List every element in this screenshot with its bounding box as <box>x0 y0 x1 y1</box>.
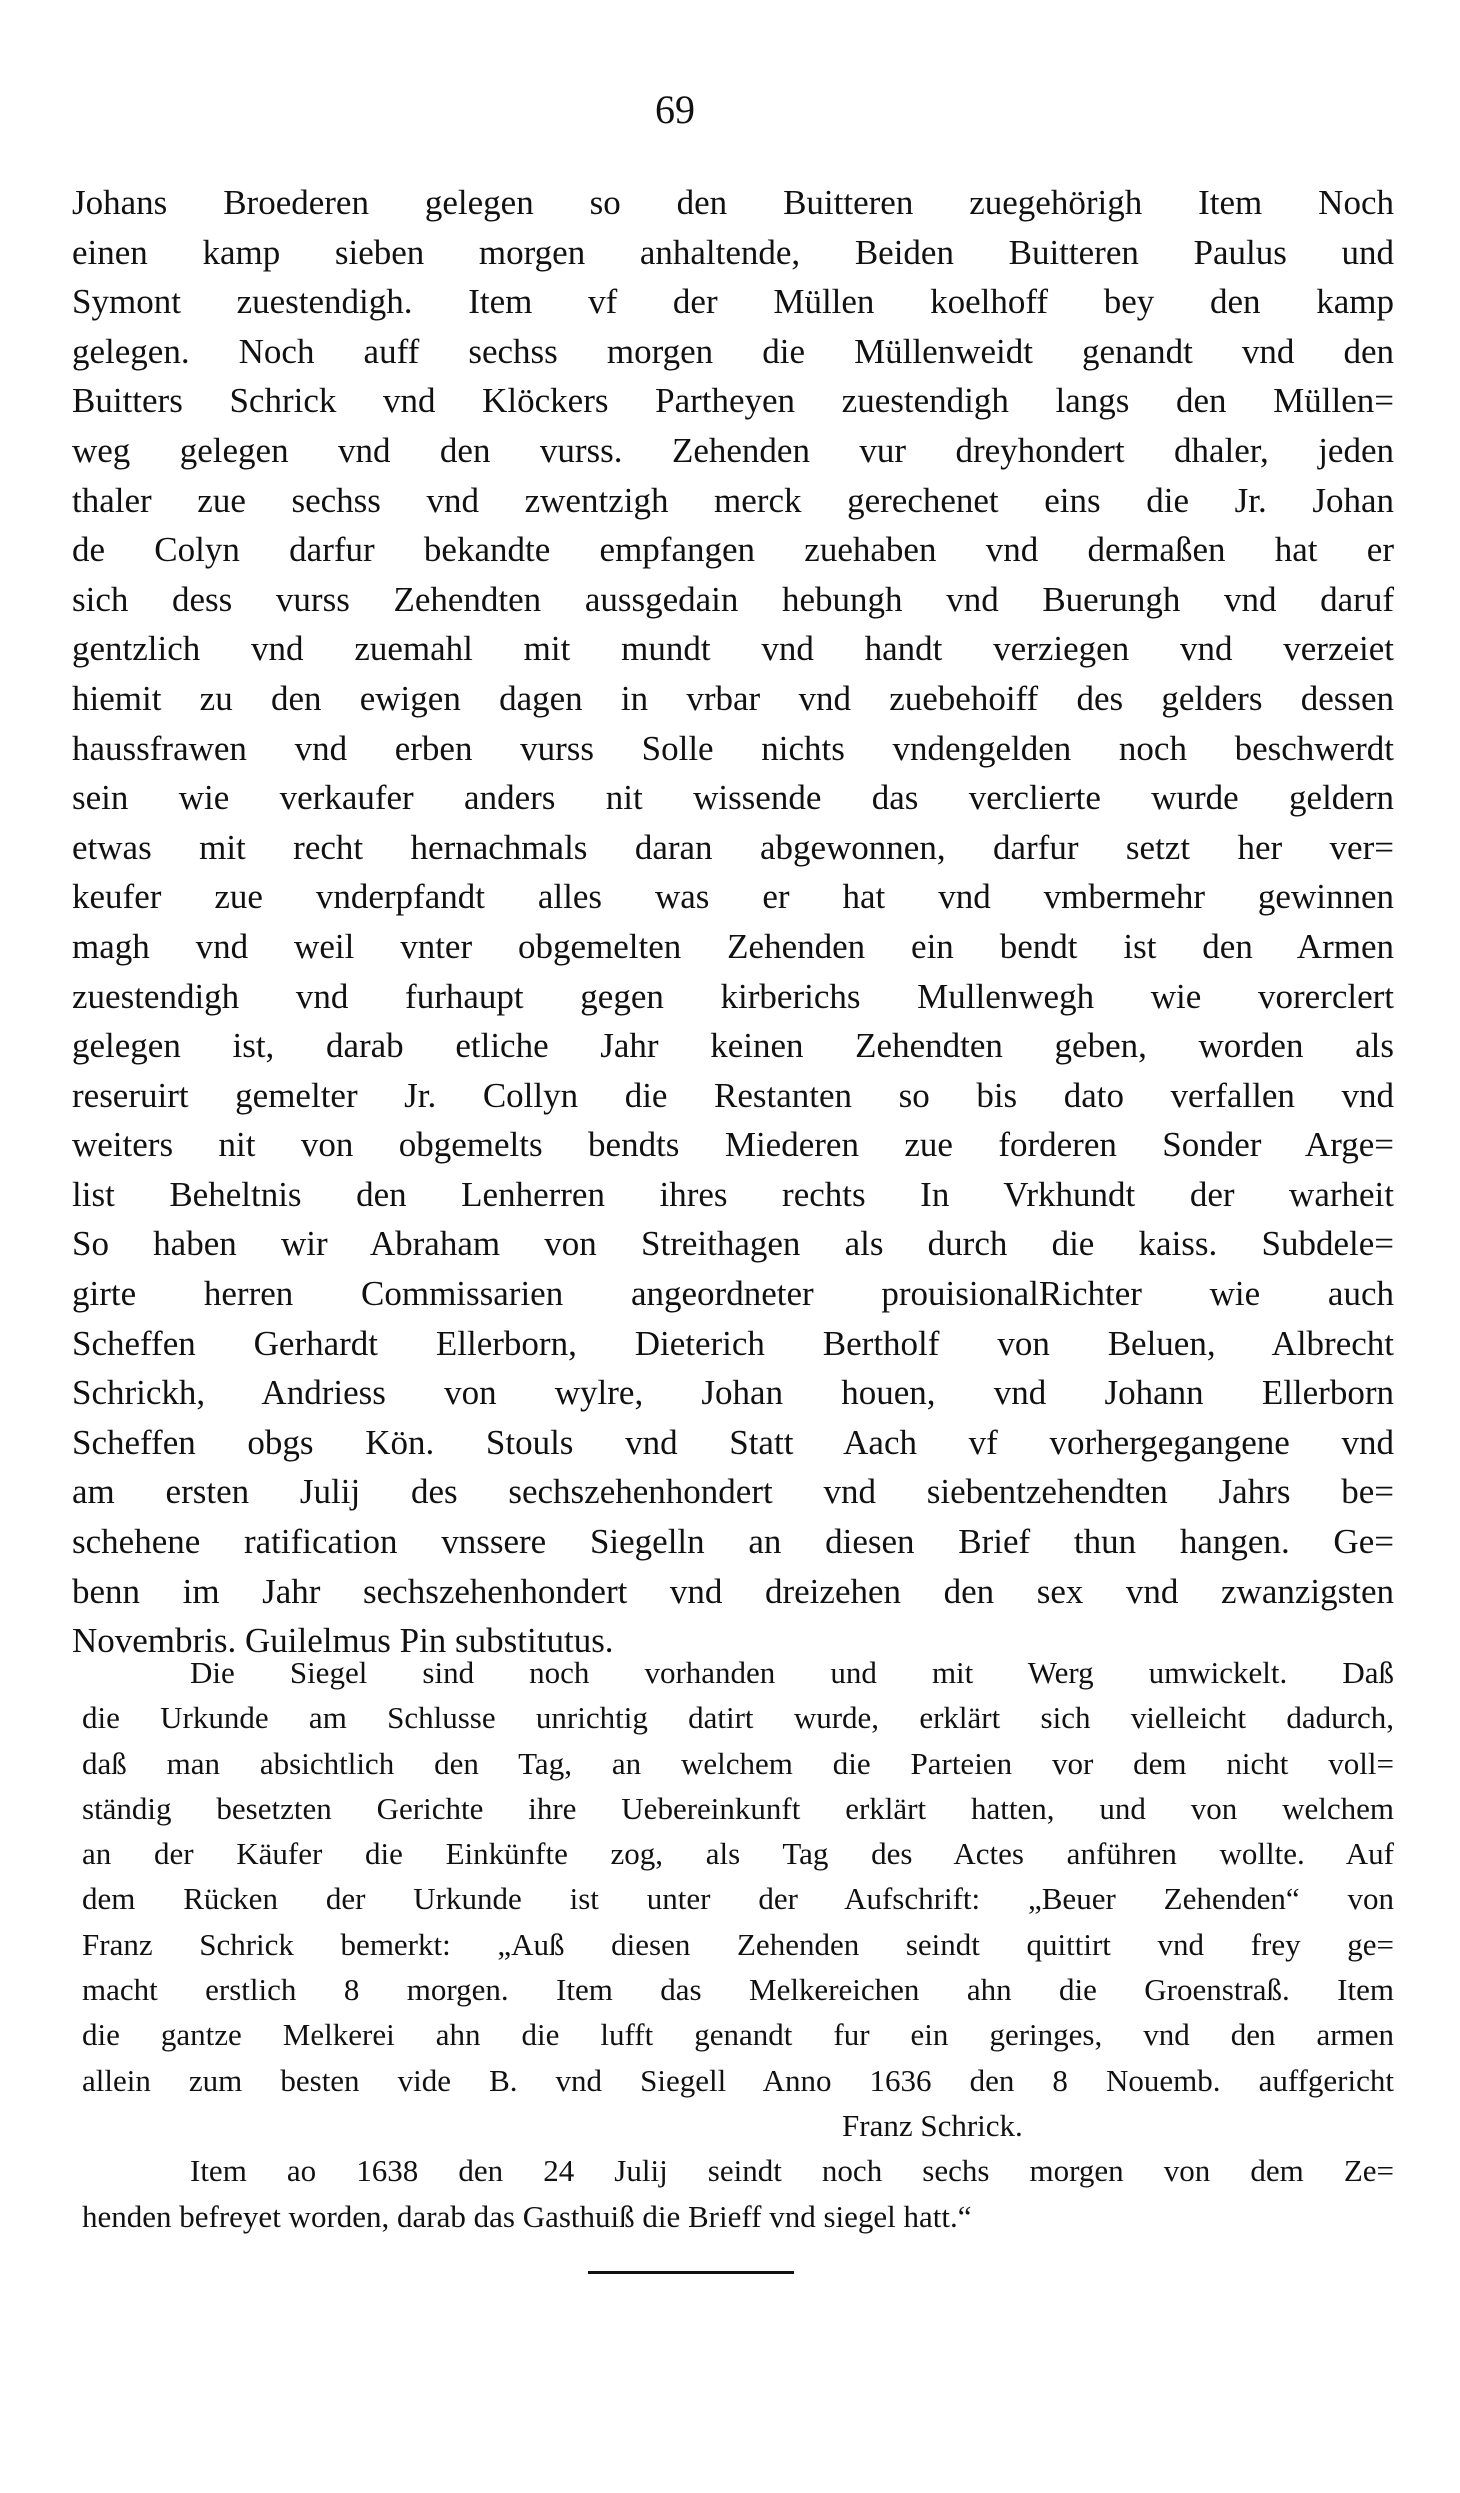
text-line: Symont zuestendigh. Item vf der Müllen koelhoff bey den kamp <box>72 282 1394 322</box>
text-line: Franz Schrick. <box>842 2107 1023 2143</box>
text-line: keufer zue vnderpfandt alles was er hat vnd vmbermehr gewinnen <box>72 877 1394 917</box>
text-line: dem Rücken der Urkunde ist unter der Aufschrift: „Beuer Zehenden“ von <box>82 1881 1394 1917</box>
text-line: allein zum besten vide B. vnd Siegell Anno 1636 den 8 Nouemb. auffgericht <box>82 2062 1394 2098</box>
editorial-note <box>82 1650 1394 2239</box>
text-line: magh vnd weil vnter obgemelten Zehenden ein bendt ist den Armen <box>72 926 1394 966</box>
page-number: 69 <box>655 87 695 132</box>
text-line: zuestendigh vnd furhaupt gegen kirberichs Mullenwegh wie vorerclert <box>72 976 1394 1016</box>
text-line: an der Käufer die Einkünfte zog, als Tag des Actes anführen wollte. Auf <box>82 1836 1394 1872</box>
text-line: Item ao 1638 den 24 Julij seindt noch sechs morgen von dem Ze= <box>190 2153 1394 2189</box>
text-line: de Colyn darfur bekandte empfangen zuehaben vnd dermaßen hat er <box>72 530 1394 570</box>
text-line: sein wie verkaufer anders nit wissende das vercliertе wurde geldern <box>72 778 1394 818</box>
text-line: haussfrawen vnd erben vurss Solle nichts vndengelden noch beschwerdt <box>72 728 1394 768</box>
text-line: am ersten Julij des sechszehenhondert vnd siebentzehendten Jahrs be= <box>72 1472 1394 1512</box>
text-line: reseruirt gemelter Jr. Collyn die Restanten so bis dato verfallen vnd <box>72 1075 1394 1115</box>
text-line: sich dess vurss Zehendten aussgedain hebungh vnd Buerungh vnd daruf <box>72 579 1394 619</box>
text-line: weg gelegen vnd den vurss. Zehenden vur dreyhondert dhaler, jeden <box>72 430 1394 470</box>
text-line: macht erstlich 8 morgen. Item das Melkereichen ahn die Groenstraß. Item <box>82 1972 1394 2008</box>
text-line: ständig besetzten Gerichte ihre Uebereinkunft erklärt hatten, und von welchem <box>82 1790 1394 1826</box>
text-line: Buitters Schrick vnd Klöckers Partheyen zuestendigh langs den Müllen= <box>72 381 1394 421</box>
text-line: die Urkunde am Schlusse unrichtig datirt wurde, erklärt sich vielleicht dadurch, <box>82 1700 1394 1736</box>
text-line: So haben wir Abraham von Streithagen als durch die kaiss. Subdele= <box>72 1224 1394 1264</box>
text-line: einen kamp sieben morgen anhaltende, Beiden Buitteren Paulus und <box>72 232 1394 272</box>
text-line: Die Siegel sind noch vorhanden und mit Werg umwickelt. Daß <box>190 1655 1394 1690</box>
text-line: Scheffen obgs Kön. Stouls vnd Statt Aach vf vorhergegangene vnd <box>72 1422 1394 1462</box>
text-line: schehene ratification vnssere Siegelln an diesen Brief thun hangen. Ge= <box>72 1522 1394 1562</box>
text-line: Franz Schrick bemerkt: „Auß diesen Zehenden seindt quittirt vnd frey ge= <box>82 1926 1394 1962</box>
text-line: gentzlich vnd zuemahl mit mundt vnd handt verziegen vnd verzeiet <box>72 629 1394 669</box>
text-line: list Beheltnis den Lenherren ihres rechts In Vrkhundt der warheit <box>72 1174 1394 1214</box>
text-line: girte herren Commissarien angeordneter prouisionalRichter wie auch <box>72 1274 1394 1314</box>
text-line: henden befreyet worden, darab das Gasthuiß die Brieff vnd siegel hatt.“ <box>82 2198 972 2234</box>
text-line: Johans Broederen gelegen so den Buitteren zuegehörigh Item Noch <box>72 183 1394 222</box>
charter-transcription <box>72 178 1394 1666</box>
text-line: die gantze Melkerei ahn die lufft genandt fur ein geringes, vnd den armen <box>82 2017 1394 2053</box>
text-line: hiemit zu den ewigen dagen in vrbar vnd zuebehoiff des gelders dessen <box>72 678 1394 718</box>
text-line: gelegen. Noch auff sechss morgen die Müllenweidt genandt vnd den <box>72 331 1394 371</box>
text-line: benn im Jahr sechszehenhondert vnd dreizehen den sex vnd zwanzigsten <box>72 1571 1394 1611</box>
text-line: daß man absichtlich den Tag, an welchem die Parteien vor dem nicht voll= <box>82 1745 1394 1781</box>
section-divider <box>588 2271 794 2274</box>
text-line: thaler zue sechss vnd zwentzigh merck gerechenet eins die Jr. Johan <box>72 480 1394 520</box>
text-line: etwas mit recht hernachmals daran abgewonnen, darfur setzt her ver= <box>72 827 1394 867</box>
text-line: Scheffen Gerhardt Ellerborn, Dieterich Bertholf von Beluen, Albrecht <box>72 1323 1394 1363</box>
text-line: Novembris. Guilelmus Pin substitutus. <box>72 1621 614 1661</box>
text-line: weiters nit von obgemelts bendts Miederen zue forderen Sonder Arge= <box>72 1125 1394 1165</box>
text-line: Schrickh, Andriess von wylre, Johan houen, vnd Johann Ellerborn <box>72 1373 1394 1413</box>
text-line: gelegen ist, darab etliche Jahr keinen Zehendten geben, worden als <box>72 1026 1394 1066</box>
